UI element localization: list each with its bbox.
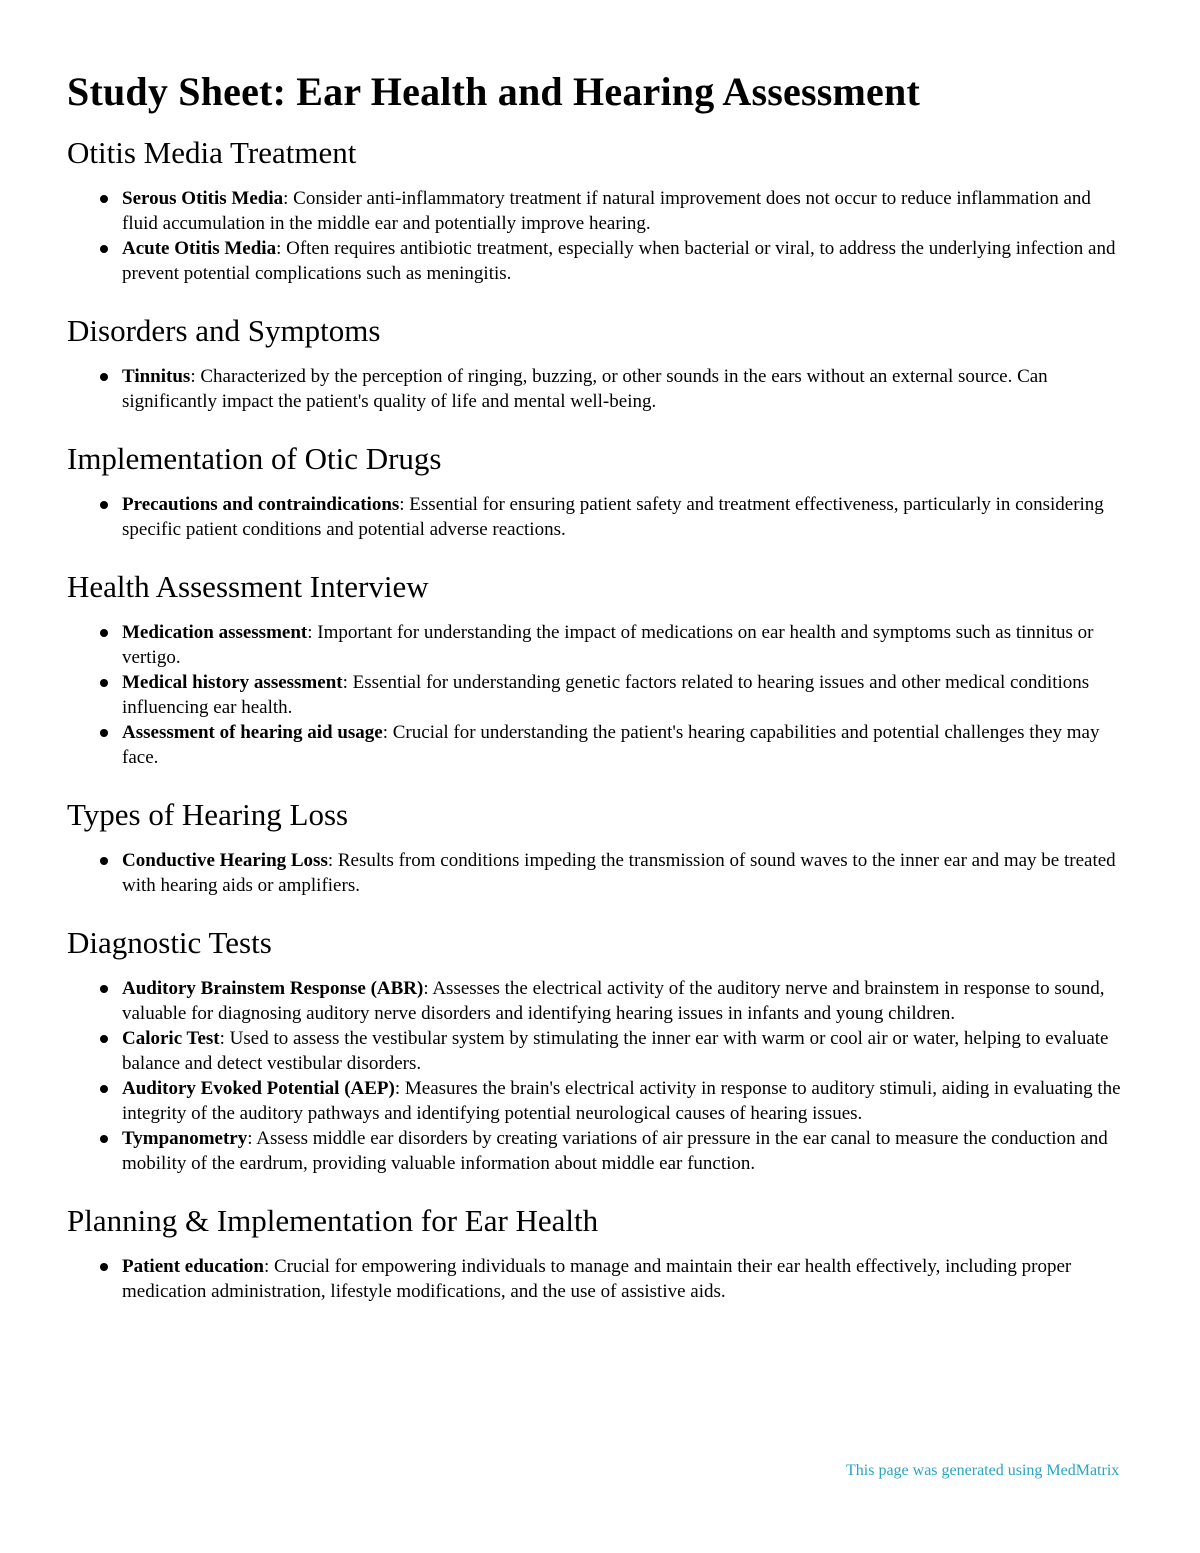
item-text: : Used to assess the vestibular system by stimulating the inner ear with warm or cool air or water, helping to evaluate balance and detect vestibular disorders. <box>122 1028 1109 1074</box>
item-term: Auditory Brainstem Response (ABR) <box>122 978 424 999</box>
section-disorders-and-symptoms <box>67 312 1131 414</box>
bullet-icon <box>100 373 108 381</box>
item-text: : Essential for understanding genetic factors related to hearing issues and other medical conditions influencing ear health. <box>122 672 1090 718</box>
bullet-icon <box>100 1135 108 1143</box>
item-text: : Essential for ensuring patient safety and treatment effectiveness, particularly in considering specific patient conditions and potential adverse reactions. <box>122 494 1104 540</box>
item-text: : Measures the brain's electrical activity in response to auditory stimuli, aiding in evaluating the integrity of the auditory pathways and identifying potential neurological causes of hearing issues. <box>122 1078 1121 1124</box>
item-term: Medical history assessment <box>122 672 343 693</box>
list-item <box>122 670 1131 720</box>
item-text: : Results from conditions impeding the transmission of sound waves to the inner ear and may be treated with hearing aids or amplifiers. <box>122 850 1116 896</box>
bullet-list <box>67 620 1131 770</box>
bullet-icon <box>100 245 108 253</box>
item-text: : Characterized by the perception of ringing, buzzing, or other sounds in the ears without an external source. Can significantly impact the patient's quality of life and mental well-being. <box>122 366 1048 412</box>
list-item <box>122 186 1131 236</box>
list-item <box>122 364 1131 414</box>
section-otitis-media-treatment <box>67 134 1131 286</box>
section-types-of-hearing-loss <box>67 796 1131 898</box>
bullet-list <box>67 364 1131 414</box>
bullet-icon <box>100 985 108 993</box>
section-heading: Implementation of Otic Drugs <box>67 441 442 476</box>
list-item <box>122 976 1131 1026</box>
item-term: Patient education <box>122 1256 264 1277</box>
item-term: Conductive Hearing Loss <box>122 850 328 871</box>
section-planning-implementation <box>67 1202 1131 1304</box>
list-item <box>122 1254 1131 1304</box>
list-item <box>122 620 1131 670</box>
bullet-icon <box>100 1035 108 1043</box>
bullet-icon <box>100 729 108 737</box>
bullet-icon <box>100 857 108 865</box>
bullet-list <box>67 186 1131 286</box>
list-item <box>122 1076 1131 1126</box>
item-term: Auditory Evoked Potential (AEP) <box>122 1078 395 1099</box>
item-term: Serous Otitis Media <box>122 188 284 209</box>
bullet-icon <box>100 1263 108 1271</box>
item-term: Acute Otitis Media <box>122 238 277 259</box>
bullet-list <box>67 492 1131 542</box>
item-text: : Assesses the electrical activity of the auditory nerve and brainstem in response to sound, valuable for diagnosing auditory nerve disorders and identifying hearing issues in infants and young children. <box>122 978 1105 1024</box>
bullet-list <box>67 976 1131 1176</box>
item-term: Assessment of hearing aid usage <box>122 722 383 743</box>
study-sheet-page <box>67 68 1131 1330</box>
item-term: Caloric Test <box>122 1028 220 1049</box>
section-heading: Diagnostic Tests <box>67 925 272 960</box>
section-health-assessment-interview <box>67 568 1131 770</box>
list-item <box>122 236 1131 286</box>
section-heading: Types of Hearing Loss <box>67 797 349 832</box>
section-heading: Health Assessment Interview <box>67 569 429 604</box>
item-term: Tympanometry <box>122 1128 248 1149</box>
bullet-icon <box>100 629 108 637</box>
bullet-list <box>67 848 1131 898</box>
item-text: : Consider anti-inflammatory treatment if natural improvement does not occur to reduce inflammation and fluid accumulation in the middle ear and potentially improve hearing. <box>122 188 1091 234</box>
bullet-list <box>67 1254 1131 1304</box>
list-item <box>122 1026 1131 1076</box>
item-text: : Often requires antibiotic treatment, especially when bacterial or viral, to address the underlying infection and prevent potential complications such as meningitis. <box>122 238 1116 284</box>
section-diagnostic-tests <box>67 924 1131 1176</box>
page-title: Study Sheet: Ear Health and Hearing Assessment <box>67 69 920 114</box>
item-term: Medication assessment <box>122 622 308 643</box>
list-item <box>122 1126 1131 1176</box>
bullet-icon <box>100 501 108 509</box>
list-item <box>122 720 1131 770</box>
section-heading: Disorders and Symptoms <box>67 313 381 348</box>
list-item <box>122 492 1131 542</box>
item-text: : Important for understanding the impact of medications on ear health and symptoms such as tinnitus or vertigo. <box>122 622 1094 668</box>
watermark-text: This page was generated using MedMatrix <box>846 1462 1120 1479</box>
bullet-icon <box>100 1085 108 1093</box>
item-text: : Assess middle ear disorders by creating variations of air pressure in the ear canal to measure the conduction and mobility of the eardrum, providing valuable information about middle ear function. <box>122 1128 1108 1174</box>
item-term: Precautions and contraindications <box>122 494 400 515</box>
item-text: : Crucial for empowering individuals to manage and maintain their ear health effectively, including proper medication administration, lifestyle modifications, and the use of assistive aids. <box>122 1256 1072 1302</box>
section-otic-drugs <box>67 440 1131 542</box>
bullet-icon <box>100 679 108 687</box>
bullet-icon <box>100 195 108 203</box>
section-heading: Otitis Media Treatment <box>67 135 357 170</box>
section-heading: Planning & Implementation for Ear Health <box>67 1203 599 1238</box>
list-item <box>122 848 1131 898</box>
item-term: Tinnitus <box>122 366 191 387</box>
item-text: : Crucial for understanding the patient's hearing capabilities and potential challenges they may face. <box>122 722 1100 768</box>
